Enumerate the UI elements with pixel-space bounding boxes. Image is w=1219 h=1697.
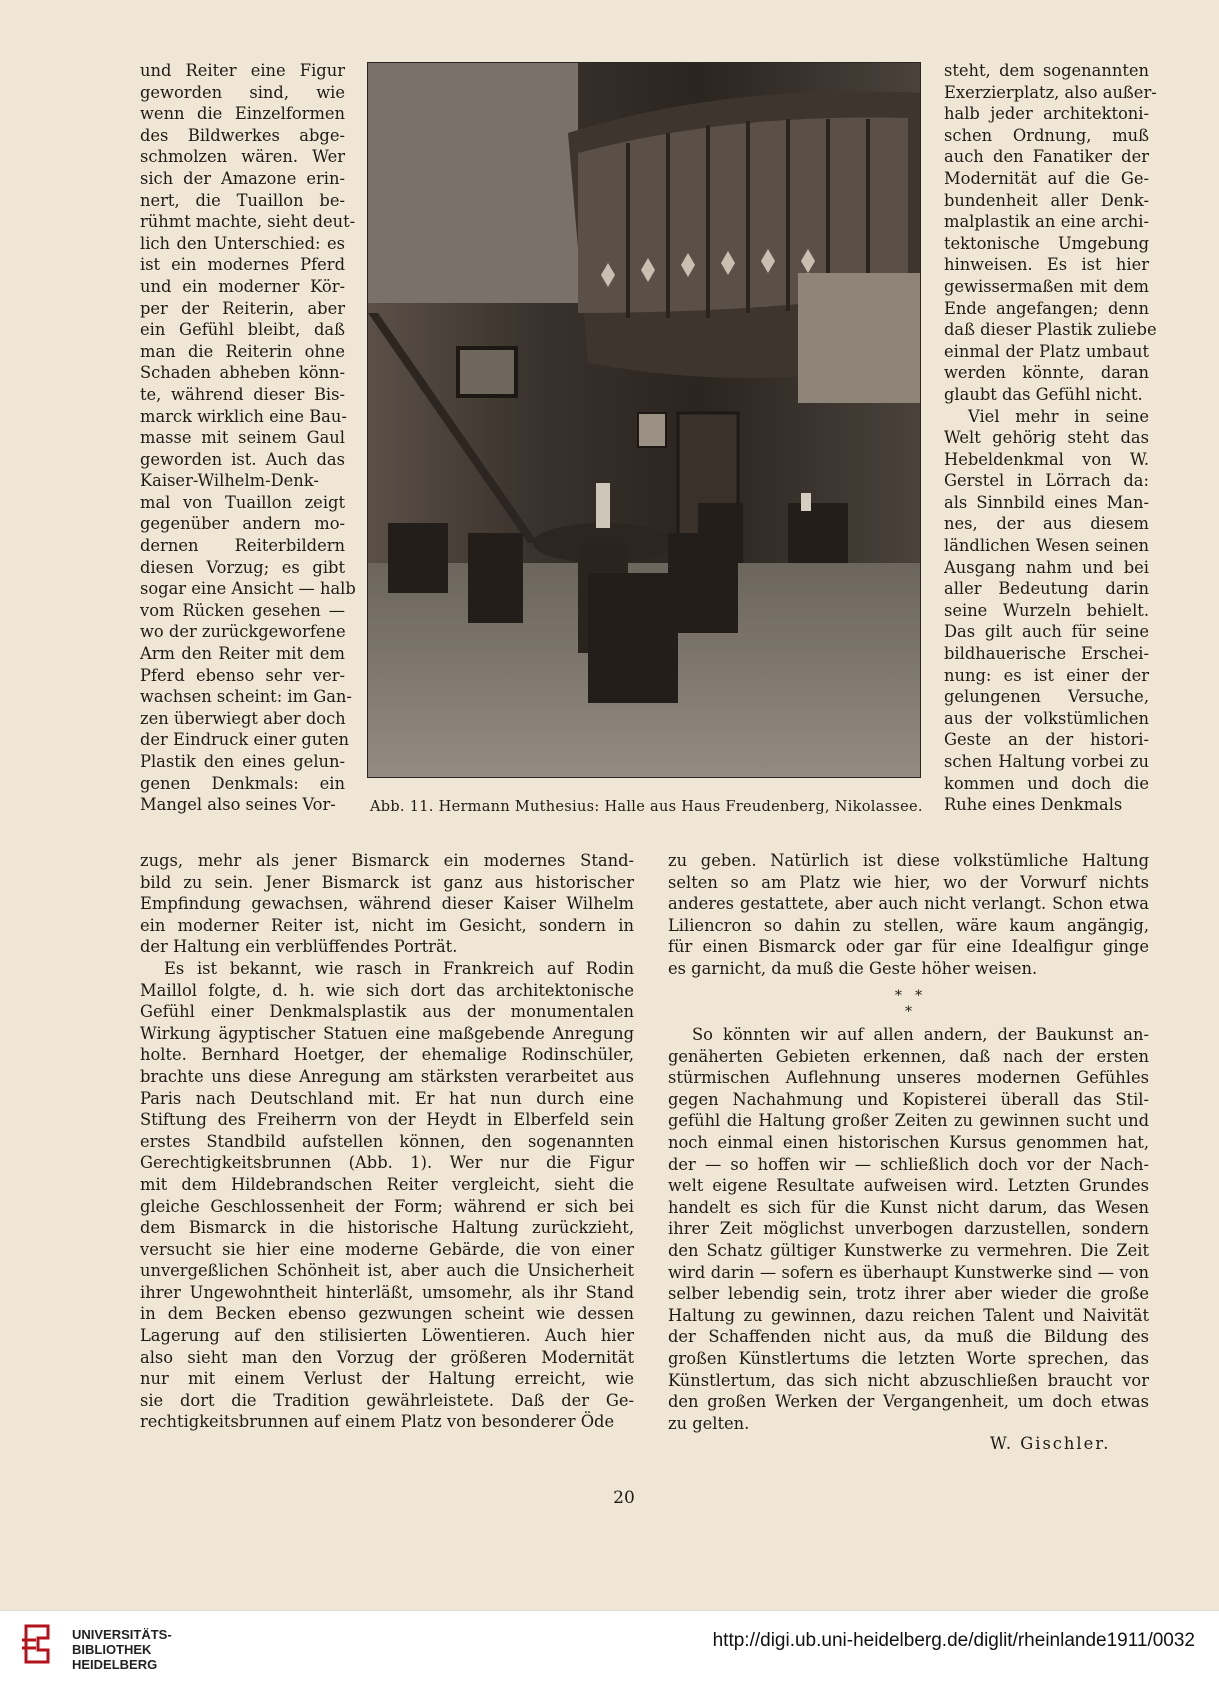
text-line: Modernität auf die Ge- bbox=[944, 168, 1149, 188]
text-line: Ausgang nahm und bei bbox=[944, 557, 1149, 577]
text-line: steht, dem sogenannten bbox=[944, 61, 1149, 80]
text-line: ihrer Ungewohntheit hinterläßt, umsomehr, als ihr Stand bbox=[140, 1282, 634, 1302]
text-line: aller Bedeutung darin bbox=[944, 579, 1149, 599]
asterisks-text: * * * bbox=[894, 988, 923, 1020]
text-line: einmal der Platz umbaut bbox=[944, 341, 1149, 361]
text-line: gegen Nachahmung und Kopisterei überall das Stil- bbox=[668, 1089, 1149, 1109]
text-line: bildhauerische Erschei- bbox=[944, 644, 1149, 664]
text-line: mal von Tuaillon zeigt bbox=[140, 492, 345, 512]
text-line: Paris nach Deutschland mit. Er hat nun durch eine bbox=[140, 1088, 634, 1108]
text-line: zen überwiegt aber doch bbox=[140, 708, 346, 728]
text-line: Gerechtigkeitsbrunnen (Abb. 1). Wer nur die Figur bbox=[140, 1153, 634, 1173]
text-line: den Schatz gültiger Kunstwerke zu vermehren. Die Zeit bbox=[668, 1240, 1149, 1260]
text-line: der Schaffenden nicht aus, da muß die Bildung des bbox=[668, 1327, 1149, 1347]
text-line: daß dieser Plastik zuliebe bbox=[944, 320, 1157, 340]
text-line: per der Reiterin, aber bbox=[140, 298, 345, 318]
text-line: Viel mehr in seine bbox=[968, 406, 1149, 426]
text-line: geworden sind, wie bbox=[140, 82, 345, 102]
text-line: vom Rücken gesehen — bbox=[140, 600, 345, 620]
library-name bbox=[72, 1627, 172, 1672]
interior-hall-illustration bbox=[368, 63, 920, 777]
text-line: halb jeder architektoni- bbox=[944, 104, 1149, 124]
text-line: als Sinnbild eines Man- bbox=[944, 492, 1149, 512]
text-line: der Eindruck einer guten bbox=[140, 730, 349, 750]
left-narrow-column bbox=[140, 60, 356, 816]
library-name-line1: UNIVERSITÄTS- bbox=[72, 1627, 172, 1642]
interior-hall-photograph bbox=[367, 62, 921, 778]
text-line: lich den Unterschied: es bbox=[140, 233, 345, 253]
text-line: te, während dieser Bis- bbox=[140, 384, 345, 404]
right-wide-column-top bbox=[668, 850, 1149, 980]
text-line: erstes Standbild aufstellen können, den sogenannten bbox=[140, 1131, 634, 1151]
text-line: dem Bismarck in die historische Haltung zurückzieht, bbox=[140, 1218, 634, 1238]
text-line: bild zu sein. Jener Bismarck ist ganz aus historischer bbox=[140, 872, 634, 892]
text-line: malplastik an eine archi- bbox=[944, 212, 1149, 232]
text-line: brachte uns diese Anregung am stärksten verarbeitet aus bbox=[140, 1066, 634, 1086]
text-line: auch den Fanatiker der bbox=[944, 147, 1149, 167]
text-line: Ende angefangen; denn bbox=[944, 298, 1149, 318]
author-signature: W. Gischler. bbox=[990, 1434, 1111, 1453]
text-line: Plastik den eines gelun- bbox=[140, 752, 345, 771]
text-line: in dem Becken ebenso gezwungen scheint wie dessen bbox=[140, 1304, 634, 1324]
page-number: 20 bbox=[613, 1488, 635, 1508]
text-line: Hebeldenkmal von W. bbox=[944, 449, 1149, 469]
text-line: zu gelten. bbox=[668, 1413, 750, 1433]
text-line: Maillol folgte, d. h. wie sich dort das architektonische bbox=[140, 980, 634, 1000]
text-line: Mangel also seines Vor- bbox=[140, 795, 336, 815]
source-url[interactable]: http://digi.ub.uni-heidelberg.de/diglit/rheinlande1911/0032 bbox=[712, 1630, 1195, 1651]
text-line: der — so hoffen wir — schließlich doch vor der Nach- bbox=[668, 1154, 1149, 1174]
text-line: Exerzierplatz, also außer- bbox=[944, 82, 1157, 102]
text-line: Es ist bekannt, wie rasch in Frankreich auf Rodin bbox=[164, 958, 634, 978]
text-line: Empfindung gewachsen, während dieser Kaiser Wilhelm bbox=[140, 894, 634, 914]
text-line: diesen Vorzug; es gibt bbox=[140, 557, 345, 577]
text-line: ländlichen Wesen seinen bbox=[944, 536, 1149, 556]
right-narrow-column bbox=[944, 60, 1157, 816]
text-line: Welt gehörig steht das bbox=[944, 428, 1149, 448]
text-line: gefühl die Haltung großer Zeiten zu gewinnen sucht und bbox=[668, 1111, 1149, 1131]
text-line: zugs, mehr als jener Bismarck ein modernes Stand- bbox=[140, 851, 634, 870]
text-line: schmolzen wären. Wer bbox=[140, 147, 345, 167]
figure-caption: Abb. 11. Hermann Muthesius: Halle aus Haus Freudenberg, Nikolassee. bbox=[370, 799, 923, 815]
text-line: Gerstel in Lörrach da: bbox=[944, 471, 1149, 491]
text-line: werden könnte, daran bbox=[944, 363, 1149, 383]
text-line: der Haltung ein verblüffendes Porträt. bbox=[140, 937, 458, 957]
text-line: Schaden abheben könn- bbox=[140, 363, 345, 383]
right-wide-column-bottom bbox=[668, 1024, 1149, 1434]
footer-bar bbox=[0, 1610, 1219, 1697]
library-name-line3: HEIDELBERG bbox=[72, 1657, 158, 1672]
left-wide-column bbox=[140, 850, 634, 1433]
text-line: Ruhe eines Denkmals bbox=[944, 795, 1123, 815]
text-line: versucht sie hier eine moderne Gebärde, die von einer bbox=[140, 1239, 634, 1259]
text-line: schen Ordnung, muß bbox=[944, 125, 1149, 145]
text-line: nes, der aus diesem bbox=[944, 514, 1149, 534]
text-line: Geste an der histori- bbox=[944, 730, 1149, 750]
text-line: unvergeßlichen Schönheit ist, aber auch die Unsicherheit bbox=[140, 1261, 634, 1281]
text-line: also sieht man den Vorzug der größeren Modernität bbox=[140, 1347, 634, 1367]
text-line: Arm den Reiter mit dem bbox=[140, 644, 345, 664]
text-line: holte. Bernhard Hoetger, der ehemalige Rodinschüler, bbox=[140, 1045, 634, 1065]
text-line: zu geben. Natürlich ist diese volkstümliche Haltung bbox=[668, 851, 1149, 870]
text-line: nung: es ist einer der bbox=[944, 665, 1149, 685]
text-line: gewissermaßen mit dem bbox=[944, 276, 1149, 296]
text-line: und ein moderner Kör- bbox=[140, 276, 345, 296]
text-line: rühmt machte, sieht deut- bbox=[140, 212, 356, 232]
text-line: mit dem Hildebrandschen Reiter vergleicht, sieht die bbox=[140, 1174, 634, 1194]
library-logo-icon bbox=[18, 1620, 58, 1682]
text-line: schen Haltung vorbei zu bbox=[944, 752, 1149, 771]
text-line: tektonische Umgebung bbox=[944, 233, 1149, 253]
text-line: wachsen scheint: im Gan- bbox=[140, 687, 352, 707]
text-line: geworden ist. Auch das bbox=[140, 449, 345, 469]
text-line: ihrer Zeit möglichst unverbogen darzustellen, sondern bbox=[668, 1219, 1149, 1239]
text-line: großen Künstlertums die letzten Worte sprechen, das bbox=[668, 1348, 1149, 1368]
text-line: nur mit einem Verlust der Haltung erreicht, wie bbox=[140, 1369, 634, 1389]
text-line: sie dort die Tradition gewährleistete. Daß der Ge- bbox=[140, 1390, 634, 1410]
text-line: Stiftung des Freiherrn von der Heydt in Elberfeld sein bbox=[140, 1110, 634, 1130]
text-line: gleiche Geschlossenheit der Form; während er sich bei bbox=[140, 1196, 634, 1216]
text-line: den großen Werken der Vergangenheit, um doch etwas bbox=[668, 1392, 1149, 1412]
text-line: Haltung zu gewinnen, dazu reichen Talent und Naivität bbox=[668, 1305, 1149, 1325]
text-line: Kaiser-Wilhelm-Denk- bbox=[140, 471, 319, 491]
text-line: für einen Bismarck oder gar für eine Idealfigur ginge bbox=[668, 937, 1149, 957]
text-line: glaubt das Gefühl nicht. bbox=[944, 384, 1143, 404]
text-line: gelungenen Versuche, bbox=[944, 687, 1149, 707]
text-line: noch einmal einen historischen Kursus genommen hat, bbox=[668, 1132, 1149, 1152]
text-line: anderes gestattete, aber auch nicht verlangt. Schon etwa bbox=[668, 894, 1149, 914]
text-line: handelt es sich für die Kunst nicht darum, das Wesen bbox=[668, 1197, 1149, 1217]
text-line: man die Reiterin ohne bbox=[140, 341, 345, 361]
text-line: Gefühl einer Denkmalsplastik aus der monumentalen bbox=[140, 1002, 634, 1022]
text-line: So könnten wir auf allen andern, der Baukunst an- bbox=[692, 1025, 1149, 1044]
text-line: stürmischen Auflehnung unseres modernen Gefühles bbox=[668, 1068, 1149, 1088]
text-line: marck wirklich eine Bau- bbox=[140, 406, 347, 426]
text-line: genäherten Gebieten erkennen, daß nach der ersten bbox=[668, 1046, 1149, 1066]
text-line: und Reiter eine Figur bbox=[140, 61, 345, 80]
text-line: dernen Reiterbildern bbox=[140, 536, 345, 556]
text-line: sich der Amazone erin- bbox=[140, 168, 345, 188]
text-line: es garnicht, da muß die Geste höher weisen. bbox=[668, 958, 1038, 978]
text-line: Wirkung ägyptischer Statuen eine maßgebende Anregung bbox=[140, 1023, 634, 1043]
text-line: selber lebendig sein, trotz ihrer aber wieder die große bbox=[668, 1284, 1149, 1304]
text-line: Pferd ebenso sehr ver- bbox=[140, 665, 345, 685]
text-line: Lagerung auf den stilisierten Löwentieren. Auch hier bbox=[140, 1326, 634, 1346]
text-line: Liliencron so dahin zu stellen, wäre kaum angängig, bbox=[668, 915, 1149, 935]
text-line: des Bildwerkes abge- bbox=[140, 125, 345, 145]
text-line: nert, die Tuaillon be- bbox=[140, 190, 345, 210]
text-line: gegenüber andern mo- bbox=[140, 514, 345, 534]
text-line: wenn die Einzelformen bbox=[140, 104, 345, 124]
text-line: bundenheit aller Denk- bbox=[944, 190, 1149, 210]
text-line: ist ein modernes Pferd bbox=[140, 255, 345, 275]
library-name-line2: BIBLIOTHEK bbox=[72, 1642, 152, 1657]
text-line: sogar eine Ansicht — halb bbox=[140, 579, 356, 599]
text-line: selten so am Platz wie hier, wo der Vorwurf nichts bbox=[668, 872, 1149, 892]
text-line: aus der volkstümlichen bbox=[944, 708, 1149, 728]
text-line: rechtigkeitsbrunnen auf einem Platz von besonderer Öde bbox=[140, 1412, 615, 1432]
text-line: ein moderner Reiter ist, nicht im Gesicht, sondern in bbox=[140, 915, 634, 935]
text-line: wird darin — sofern es überhaupt Kunstwerke sind — von bbox=[668, 1262, 1149, 1282]
text-line: Das gilt auch für seine bbox=[944, 622, 1149, 642]
text-line: wo der zurückgeworfene bbox=[140, 622, 346, 642]
text-line: genen Denkmals: ein bbox=[140, 773, 345, 793]
text-line: ein Gefühl bleibt, daß bbox=[140, 320, 345, 340]
text-line: Künstlertum, das sich nicht abzuschließen braucht vor bbox=[668, 1370, 1149, 1390]
text-line: seine Wurzeln behielt. bbox=[944, 600, 1149, 620]
text-line: kommen und doch die bbox=[944, 773, 1149, 793]
text-line: hinweisen. Es ist hier bbox=[944, 255, 1149, 275]
text-line: welt eigene Resultate aufweisen wird. Letzten Grundes bbox=[668, 1176, 1149, 1196]
section-asterisks bbox=[668, 988, 1149, 1020]
text-line: masse mit seinem Gaul bbox=[140, 428, 345, 448]
